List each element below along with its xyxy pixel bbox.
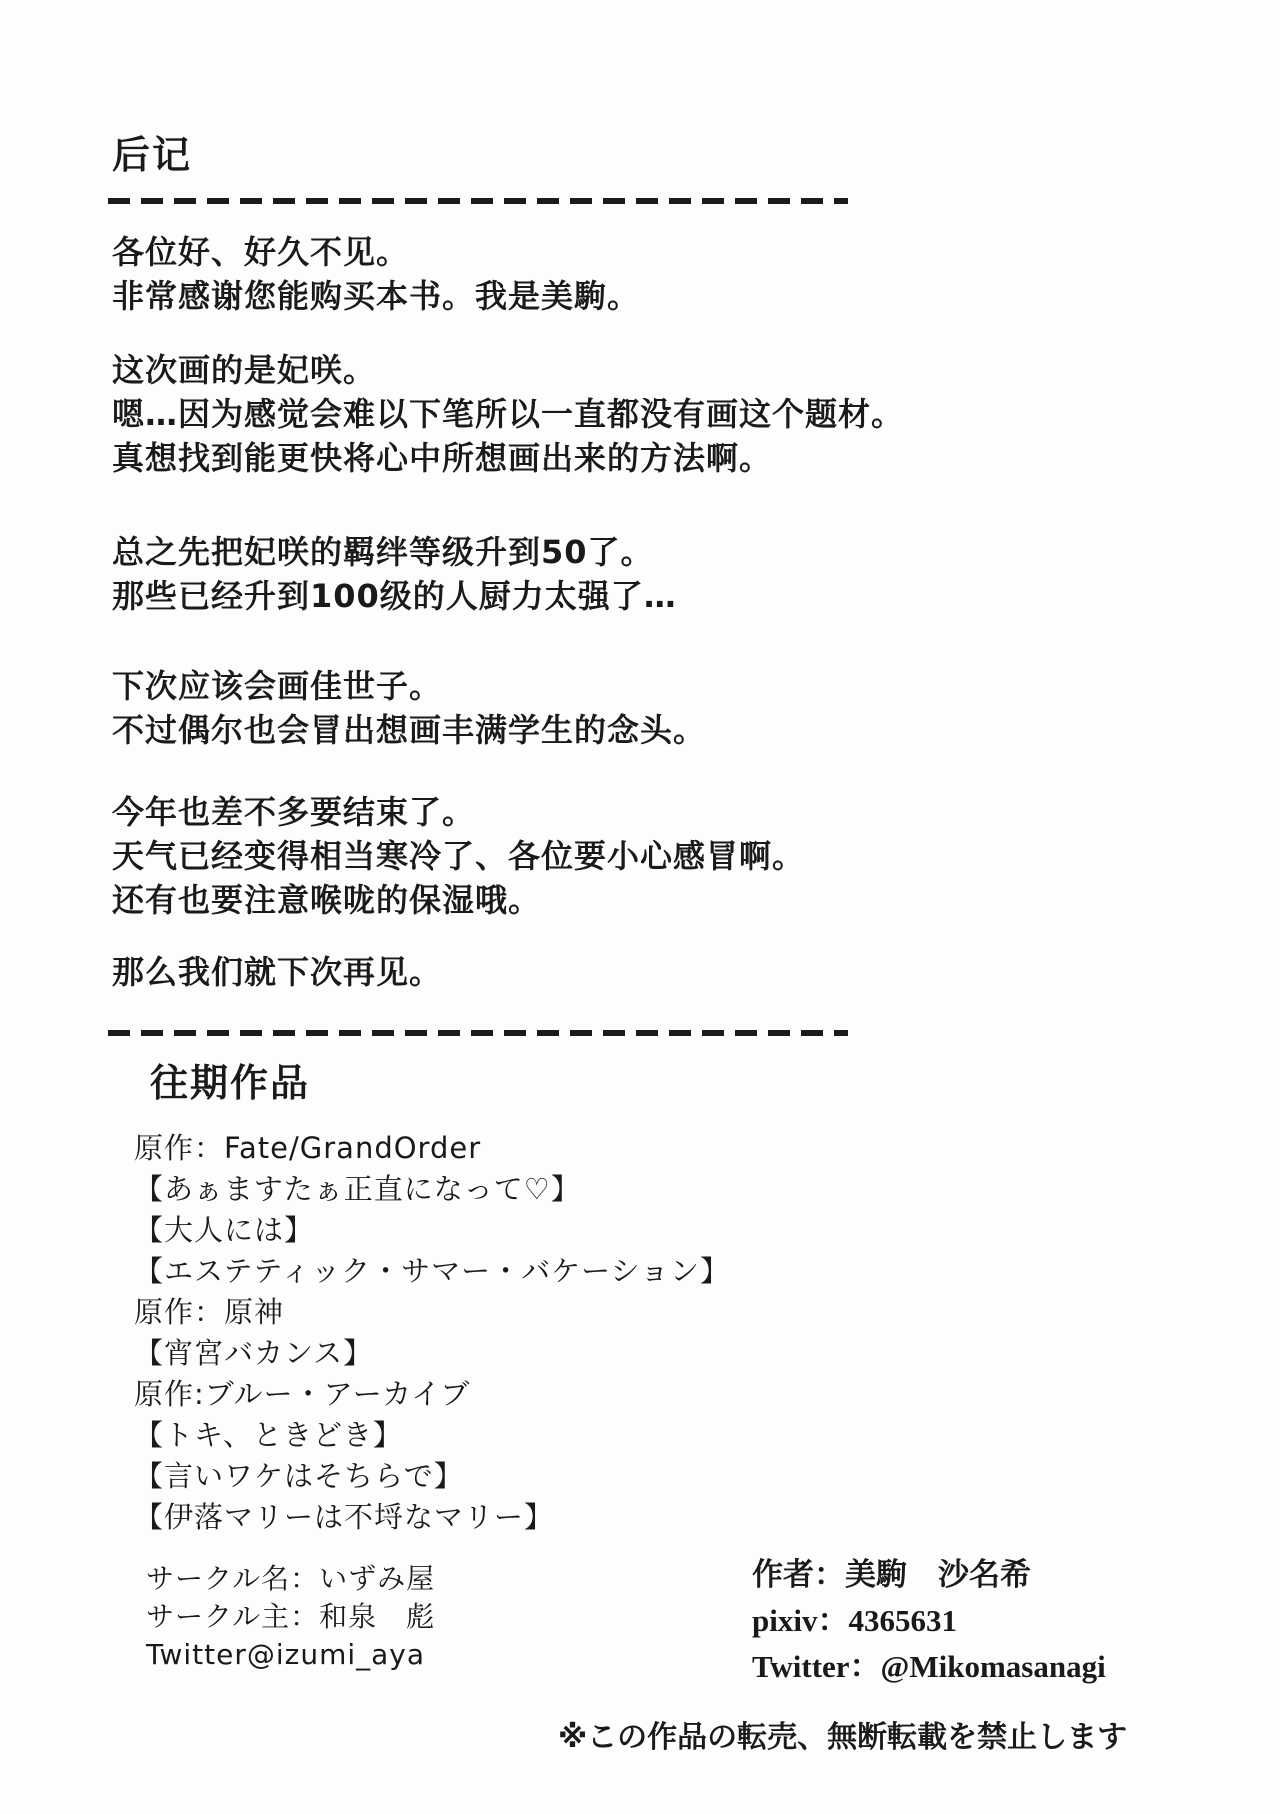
- dashed-divider-bottom: [108, 1030, 848, 1036]
- afterword-line: 不过偶尔也会冒出想画丰满学生的念头。: [112, 711, 707, 749]
- copyright-notice: ※この作品の転売、無断転載を禁止します: [558, 1721, 1128, 1754]
- circle-owner: サークル主：和泉 彪: [146, 1600, 436, 1633]
- afterword-line: 今年也差不多要结束了。: [112, 793, 476, 831]
- circle-twitter-handle: Twitter@izumi_aya: [146, 1638, 426, 1671]
- afterword-line: 非常感谢您能购买本书。我是美駒。: [112, 277, 641, 315]
- circle-info: [146, 1560, 435, 1674]
- afterword-paragraph: [112, 664, 706, 752]
- author-twitter-handle: Twitter：@Mikomasanagi: [752, 1649, 1106, 1684]
- previous-works-heading: 往期作品: [150, 1061, 311, 1105]
- afterword-line: 这次画的是妃咲。: [112, 351, 377, 389]
- author-info: [752, 1552, 1106, 1690]
- afterword-line: 真想找到能更快将心中所想画出来的方法啊。: [112, 439, 773, 477]
- work-item: 【大人には】: [134, 1213, 315, 1247]
- afterword-line: 总之先把妃咲的羁绊等级升到50了。: [112, 533, 654, 571]
- work-item: 【伊落マリーは不埒なマリー】: [134, 1500, 555, 1534]
- circle-name: サークル名：いずみ屋: [146, 1562, 436, 1595]
- afterword-paragraph: [112, 790, 805, 922]
- afterword-line: 天气已经变得相当寒冷了、各位要小心感冒啊。: [112, 837, 806, 875]
- afterword-paragraph: [112, 950, 442, 994]
- afterword-paragraph: [112, 530, 677, 618]
- work-item: 【エステティック・サマー・バケーション】: [134, 1254, 730, 1288]
- dashed-divider-top: [108, 198, 848, 204]
- page-title: 后记: [112, 133, 193, 177]
- work-item: 【トキ、ときどき】: [134, 1418, 403, 1452]
- afterword-line: 嗯…因为感觉会难以下笔所以一直都没有画这个题材。: [112, 395, 905, 433]
- work-item: 原作：Fate/GrandOrder: [134, 1131, 482, 1165]
- work-item: 【言いワケはそちらで】: [134, 1459, 464, 1493]
- work-item: 【宵宮バカンス】: [134, 1336, 374, 1370]
- work-item: 原作：原神: [134, 1295, 285, 1329]
- afterword-paragraph: [112, 348, 904, 480]
- work-item: 原作:ブルー・アーカイブ: [134, 1377, 471, 1411]
- work-item: 【あぁますたぁ正直になって♡】: [134, 1172, 581, 1206]
- afterword-line: 那些已经升到100级的人厨力太强了…: [112, 577, 677, 615]
- afterword-line: 下次应该会画佳世子。: [112, 667, 443, 705]
- afterword-paragraph: [112, 230, 640, 318]
- afterword-line: 那么我们就下次再见。: [112, 953, 443, 991]
- previous-works-list: [134, 1128, 730, 1538]
- afterword-line: 各位好、好久不见。: [112, 233, 410, 271]
- author-name: 作者：美駒 沙名希: [752, 1557, 1031, 1592]
- author-pixiv-id: pixiv：4365631: [752, 1603, 957, 1638]
- afterword-line: 还有也要注意喉咙的保湿哦。: [112, 881, 542, 919]
